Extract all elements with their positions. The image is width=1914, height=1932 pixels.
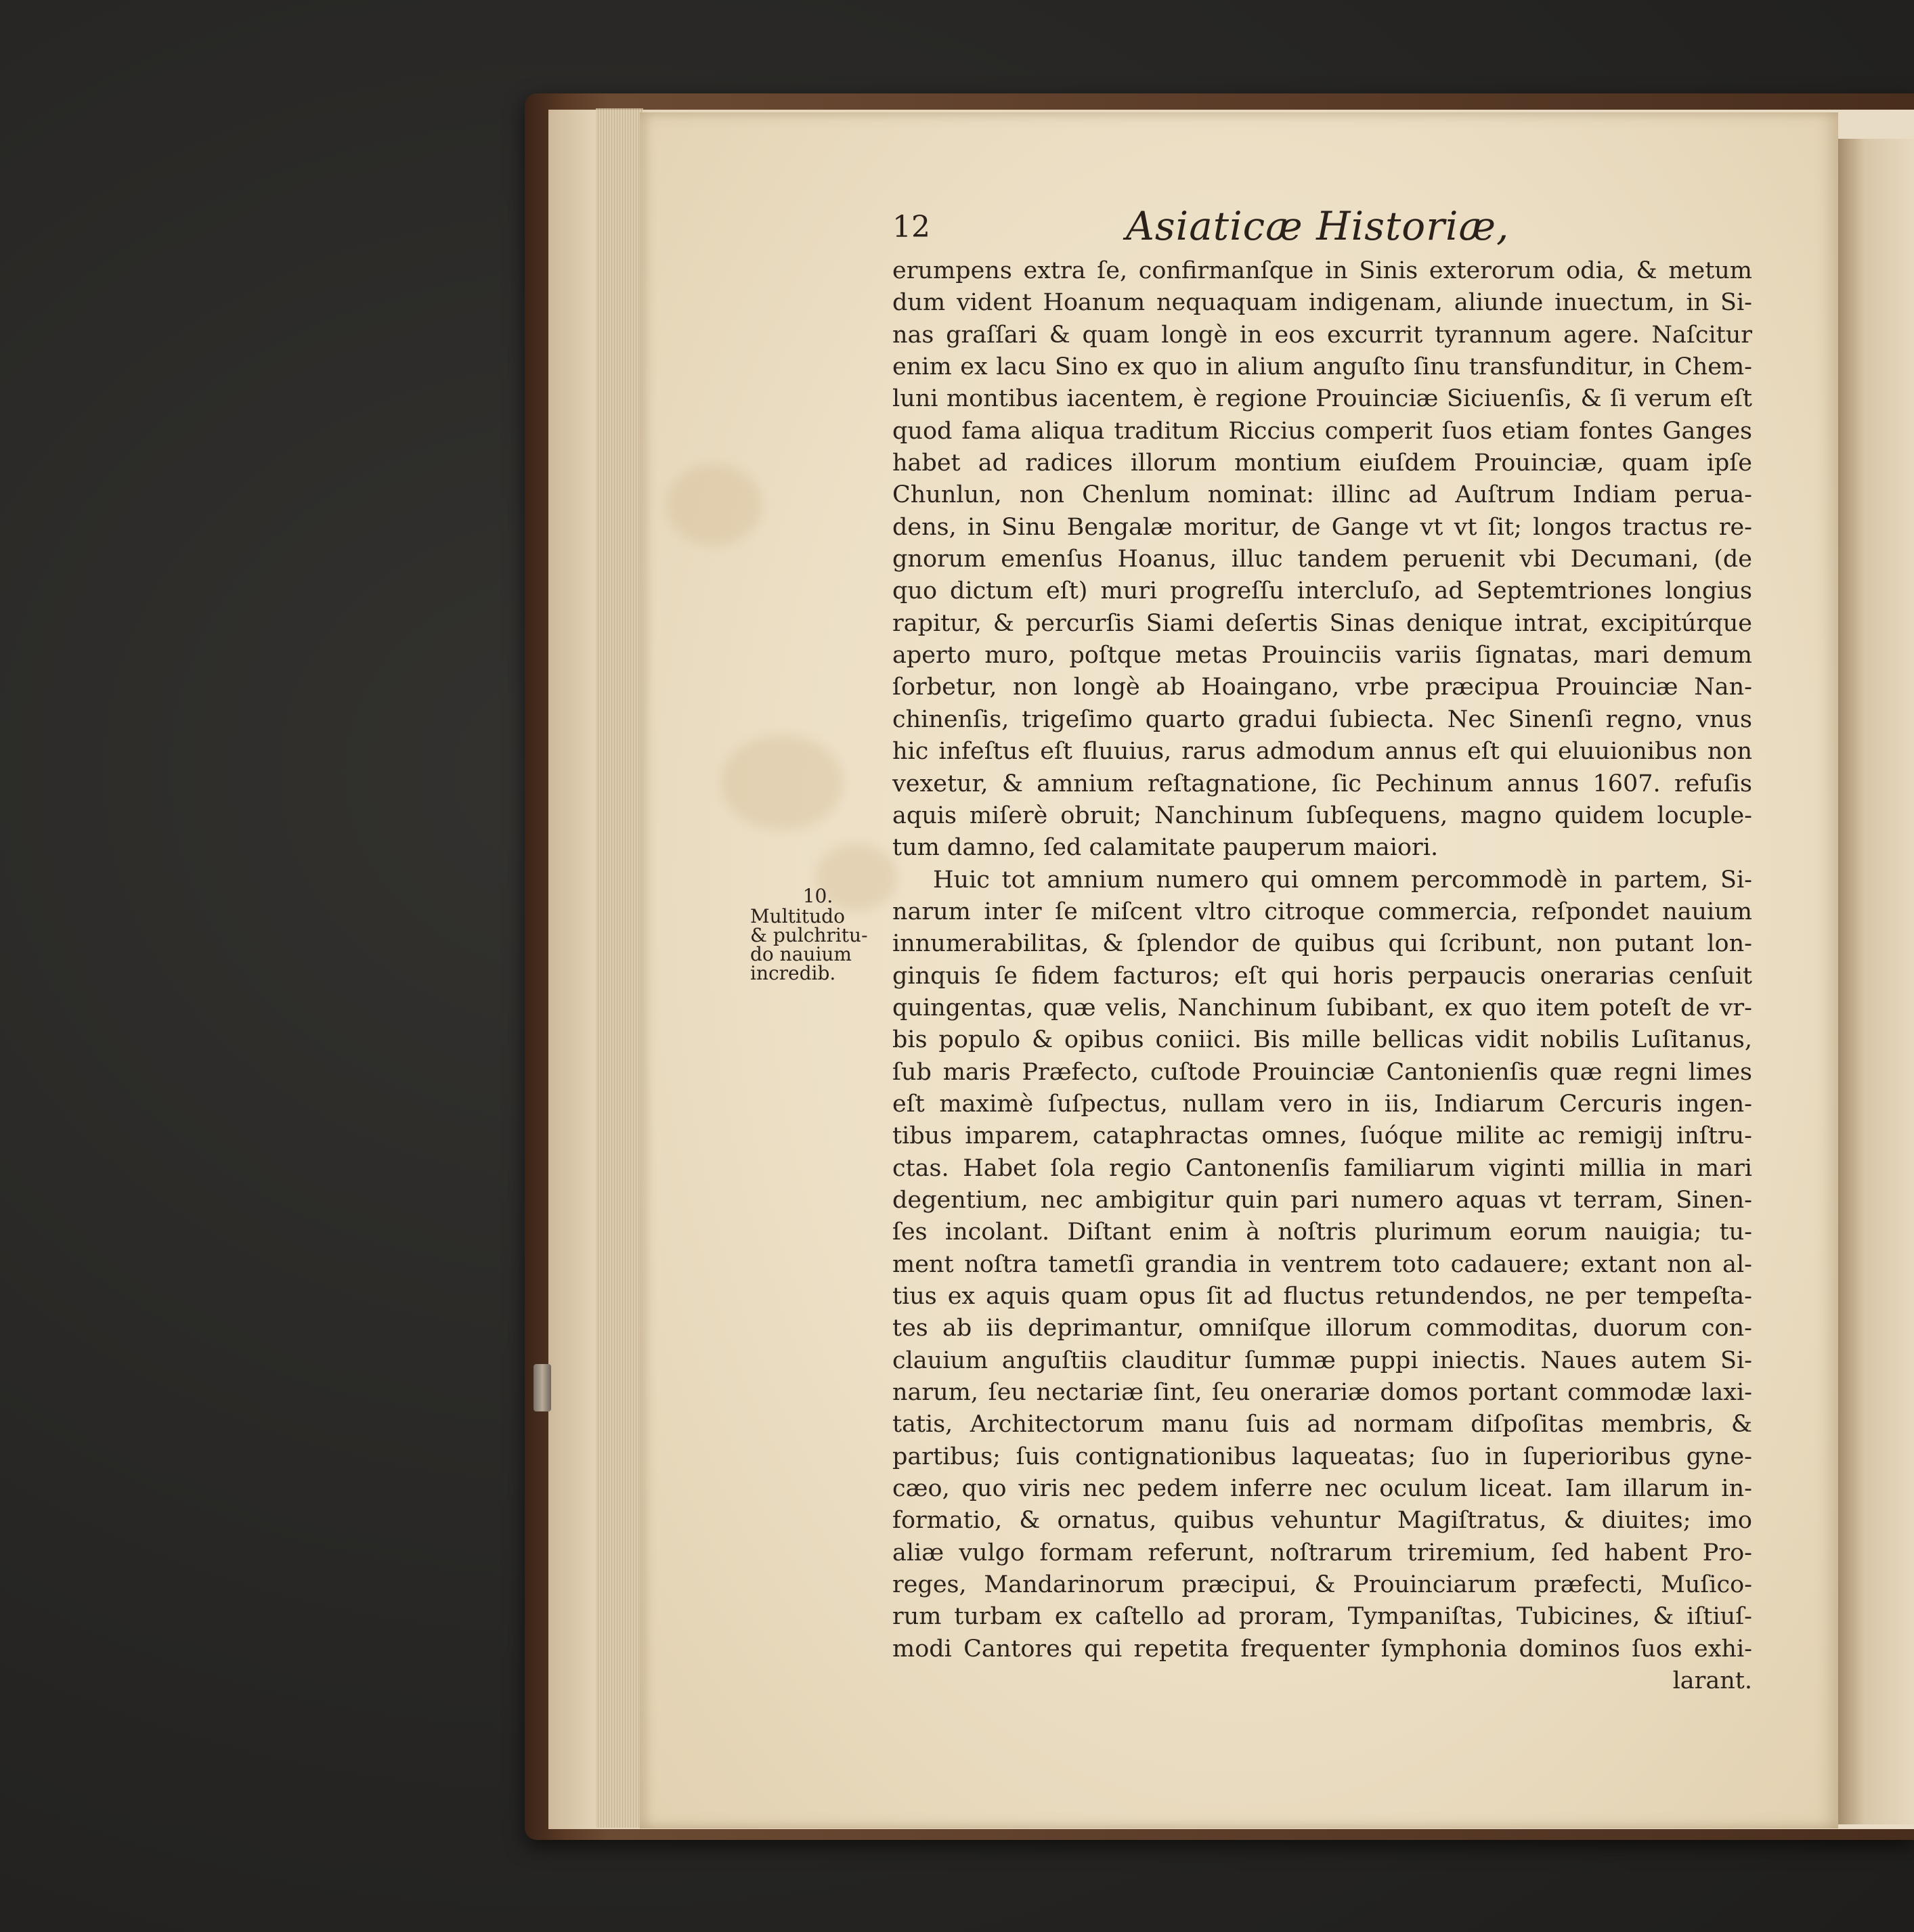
text-line: hic infeſtus eſt fluuius, rarus admodum annus eſt qui eluuionibus non [892, 738, 1752, 766]
page-edges [596, 108, 643, 1828]
text-line: Huic tot amnium numero qui omnem percommodè in partem, Si- [933, 866, 1752, 894]
text-line: tum damno, ſed calamitate pauperum maiori. [892, 834, 1439, 862]
text-line: ctas. Habet ſola regio Cantonenſis familiarum viginti millia in mari [892, 1154, 1752, 1182]
marginal-line: & pulchritu- [750, 924, 868, 946]
text-line: quo dictum eſt) muri progreſſu intercluſo, ad Septemtriones longius [892, 577, 1752, 605]
text-line: quod fama aliqua traditum Riccius comperit ſuos etiam fontes Ganges [892, 417, 1752, 445]
text-line: ment noſtra tametſi grandia in ventrem toto cadauere; extant non al- [892, 1250, 1752, 1278]
text-line: tius ex aquis quam opus ſit ad fluctus retundendos, ne per tempeſta- [892, 1283, 1752, 1310]
text-line: ſub maris Præfecto, cuſtode Prouinciæ Cantonienſis quæ regni limes [892, 1058, 1752, 1086]
text-line: dum vident Hoanum nequaquam indigenam, aliunde inuectum, in Si- [892, 289, 1752, 317]
marginal-note [750, 887, 886, 983]
text-line: tes ab iis deprimantur, omniſque illorum commoditas, duorum con- [892, 1315, 1752, 1342]
text-line: clauium anguſtiis clauditur ſummæ puppi iniectis. Naues autem Si- [892, 1346, 1752, 1374]
text-line: ſorbetur, non longè ab Hoaingano, vrbe præcipua Prouinciæ Nan- [892, 674, 1752, 701]
text-line: vexetur, & amnium reſtagnatione, ſic Pechinum annus 1607. refuſis [892, 770, 1752, 797]
text-line: narum, ſeu nectariæ ſint, ſeu onerariæ domos portant commodæ laxi- [892, 1379, 1752, 1407]
running-title: Asiaticæ Historiæ, [1126, 203, 1510, 249]
text-line: rum turbam ex caſtello ad proram, Tympaniſtas, Tubicines, & iſtiuſ- [892, 1603, 1752, 1631]
page-stain [721, 735, 843, 830]
text-line: innumerabilitas, & ſplendor de quibus qui ſcribunt, non putant lon- [892, 930, 1752, 958]
text-line: eſt maximè ſuſpectus, nullam vero in iis, Indiarum Cercuris ingen- [892, 1090, 1752, 1118]
facing-page-edge [1838, 139, 1914, 1824]
text-line: rapitur, & percurſis Siami deſertis Sinas denique intrat, excipitúrque [892, 609, 1752, 637]
clasp-icon [534, 1364, 551, 1411]
marginal-number: 10. [802, 885, 833, 907]
text-line: tatis, Architectorum manu ſuis ad normam diſpoſitas membris, & [892, 1411, 1752, 1439]
text-line: habet ad radices illorum montium eiuſdem Prouinciæ, quam ipſe [892, 449, 1752, 477]
text-line: Chunlun, non Chenlum nominat: illinc ad Auſtrum Indiam perua- [892, 481, 1752, 509]
page-stain [667, 464, 762, 546]
text-line: enim ex lacu Sino ex quo in alium anguſto ſinu transfunditur, in Chem- [892, 353, 1752, 381]
text-line: luni montibus iacentem, è regione Prouinciæ Siciuenſis, & ſi verum eſt [892, 385, 1752, 413]
text-line: aliæ vulgo formam referunt, noſtrarum triremium, ſed habent Pro- [892, 1539, 1752, 1566]
text-line: degentium, nec ambigitur quin pari numero aquas vt terram, Sinen- [892, 1186, 1752, 1214]
text-line: modi Cantores qui repetita frequenter ſymphonia dominos ſuos exhi- [892, 1635, 1752, 1663]
text-line: cæo, quo viris nec pedem inferre nec oculum liceat. Iam illarum in- [892, 1475, 1752, 1503]
text-line: quingentas, quæ velis, Nanchinum ſubibant, ex quo item poteſt de vr- [892, 994, 1752, 1022]
text-line: chinenſis, trigeſimo quarto gradui ſubiecta. Nec Sinenſi regno, vnus [892, 705, 1752, 733]
page-number: 12 [892, 210, 930, 244]
text-line: narum inter ſe miſcent vltro citroque commercia, reſpondet nauium [892, 898, 1752, 925]
text-line: tibus imparem, cataphractas omnes, ſuóque milite ac remigij inſtru- [892, 1122, 1752, 1150]
text-line: formatio, & ornatus, quibus vehuntur Magiſtratus, & diuites; imo [892, 1507, 1752, 1535]
text-line: bis populo & opibus coniici. Bis mille bellicas vidit nobilis Luſitanus, [892, 1026, 1752, 1054]
text-line: gnorum emenſus Hoanus, illuc tandem peruenit vbi Decumani, (de [892, 546, 1752, 573]
text-line: reges, Mandarinorum præcipui, & Prouinciarum præfecti, Muſico- [892, 1571, 1752, 1599]
text-line: ſes incolant. Diſtant enim à noſtris plurimum eorum nauigia; tu- [892, 1219, 1752, 1246]
text-line: erumpens extra ſe, confirmanſque in Sinis exterorum odia, & metum [892, 257, 1752, 284]
page-header [892, 203, 1752, 257]
marginal-line: do nauium [750, 943, 852, 965]
body-text [892, 255, 1752, 1697]
text-line: partibus; ſuis contignationibus laqueatas; ſuo in ſuperioribus gyne- [892, 1443, 1752, 1470]
text-line: ginquis ſe fidem facturos; eſt qui horis perpaucis onerarias cenſuit [892, 962, 1752, 990]
text-line: dens, in Sinu Bengalæ moritur, de Gange vt vt ſit; longos tractus re- [892, 513, 1752, 541]
marginal-line: Multitudo [750, 905, 845, 927]
marginal-line: incredib. [750, 962, 836, 984]
text-line: nas graſſari & quam longè in eos excurrit tyrannum agere. Naſcitur [892, 321, 1752, 349]
text-line: aperto muro, poſtque metas Prouinciis variis ſignatas, mari demum [892, 642, 1752, 669]
text-line: larant. [1672, 1667, 1752, 1695]
text-line: aquis miſerè obruit; Nanchinum ſubſequens, magno quidem locuple- [892, 802, 1752, 829]
